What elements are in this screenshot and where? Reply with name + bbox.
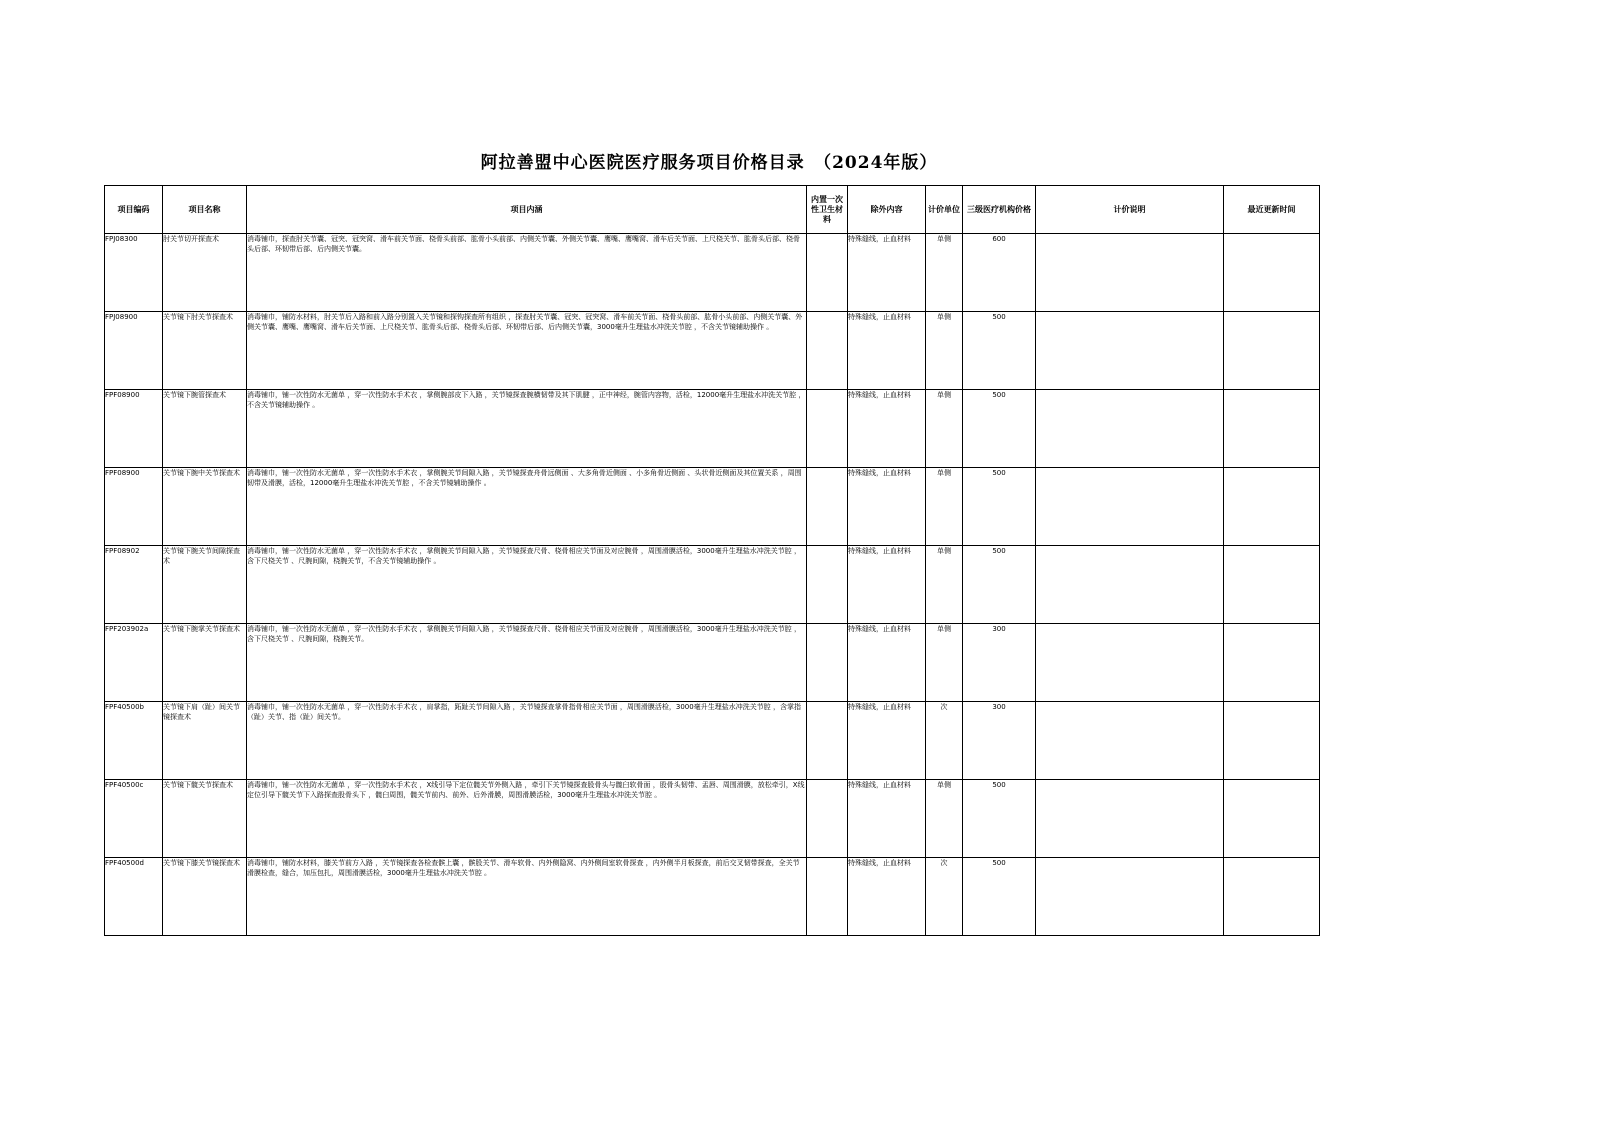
cell-updated — [1224, 546, 1320, 624]
header-name: 项目名称 — [163, 186, 247, 234]
header-code: 项目编码 — [105, 186, 163, 234]
cell-note — [1036, 702, 1224, 780]
cell-price: 300 — [963, 702, 1036, 780]
cell-note — [1036, 468, 1224, 546]
header-content: 项目内涵 — [247, 186, 807, 234]
cell-name: 关节镜下腕管探查术 — [163, 390, 247, 468]
table-row — [105, 702, 1320, 780]
cell-code: FPF40500c — [105, 780, 163, 858]
table-row — [105, 780, 1320, 858]
cell-code: FPF08902 — [105, 546, 163, 624]
cell-code: FPF40500d — [105, 858, 163, 936]
cell-disposable — [807, 468, 848, 546]
cell-name: 关节镜下腕掌关节探查术 — [163, 624, 247, 702]
header-updated: 最近更新时间 — [1224, 186, 1320, 234]
cell-name: 关节镜下肩（趾）间关节镜探查术 — [163, 702, 247, 780]
cell-content: 消毒铺巾，铺一次性防水无菌单 ，穿一次性防水手术衣 ，肩掌指，跖趾关节间隙入路 ，关节镜探查掌骨指骨相应关节面 ，周围滑膜活检，3000毫升生理盐水冲洗关节腔 ，含掌指（趾）关节、指（趾）间关节。 — [247, 702, 807, 780]
cell-price: 500 — [963, 858, 1036, 936]
cell-code: FPF08900 — [105, 390, 163, 468]
cell-price: 500 — [963, 390, 1036, 468]
table-row — [105, 312, 1320, 390]
cell-excluded: 特殊缝线，止血材料 — [848, 624, 926, 702]
cell-unit: 次 — [926, 858, 963, 936]
cell-content: 消毒铺巾，铺一次性防水无菌单 ，穿一次性防水手术衣 ，掌侧腕关节间隙入路 ，关节镜探查尺骨、桡骨相应关节面及对应腕骨 ，周围滑膜活检，3000毫升生理盐水冲洗关节腔 ，含下尺桡关节 、尺腕间隙，桡腕关节，不含关节镜辅助操作 。 — [247, 546, 807, 624]
cell-updated — [1224, 468, 1320, 546]
cell-note — [1036, 234, 1224, 312]
cell-disposable — [807, 390, 848, 468]
cell-name: 关节镜下膝关节镜探查术 — [163, 858, 247, 936]
cell-disposable — [807, 702, 848, 780]
cell-unit: 次 — [926, 702, 963, 780]
cell-code: FPJ08900 — [105, 312, 163, 390]
cell-disposable — [807, 546, 848, 624]
cell-disposable — [807, 858, 848, 936]
cell-price: 500 — [963, 780, 1036, 858]
cell-name: 关节镜下腕关节间隙探查术 — [163, 546, 247, 624]
cell-unit: 单侧 — [926, 468, 963, 546]
document-title: 阿拉善盟中心医院医疗服务项目价格目录 （2024年版） — [480, 153, 938, 173]
cell-content: 消毒铺巾，铺防水材料，膝关节前方入路 ，关节镜探查各检查髌上囊 ，髌股关节、滑车软骨、内外侧隐窝、内外侧间室软骨探查 ，内外侧半月板探查，前后交叉韧带探查，全关节滑膜检查，缝合，加压包扎，周围滑膜活检，3000毫升生理盐水冲洗关节腔 。 — [247, 858, 807, 936]
header-note: 计价说明 — [1036, 186, 1224, 234]
cell-updated — [1224, 624, 1320, 702]
cell-updated — [1224, 234, 1320, 312]
cell-excluded: 特殊缝线，止血材料 — [848, 234, 926, 312]
cell-content: 消毒铺巾，铺防水材料，肘关节后入路和前入路分别置入关节镜和探钩探查所有组织 ，探查肘关节囊、冠突、冠突窝、滑车前关节面、桡骨头前部、肱骨小头前部、内侧关节囊、外侧关节囊、鹰嘴、鹰嘴窝、滑车后关节面、上尺桡关节、肱骨头后部、桡骨头后部、环韧带后部、后内侧关节囊，3000毫升生理盐水冲洗关节腔 ，不含关节镜辅助操作 。 — [247, 312, 807, 390]
cell-note — [1036, 390, 1224, 468]
cell-name: 关节镜下肘关节探查术 — [163, 312, 247, 390]
cell-updated — [1224, 702, 1320, 780]
cell-note — [1036, 624, 1224, 702]
table-row — [105, 858, 1320, 936]
cell-name: 肘关节切开探查术 — [163, 234, 247, 312]
table-row — [105, 468, 1320, 546]
cell-note — [1036, 546, 1224, 624]
cell-code: FPF40500b — [105, 702, 163, 780]
cell-disposable — [807, 234, 848, 312]
cell-name: 关节镜下腕中关节探查术 — [163, 468, 247, 546]
header-row — [105, 186, 1320, 234]
cell-note — [1036, 858, 1224, 936]
cell-updated — [1224, 390, 1320, 468]
cell-code: FPJ08300 — [105, 234, 163, 312]
header-unit: 计价单位 — [926, 186, 963, 234]
cell-excluded: 特殊缝线，止血材料 — [848, 858, 926, 936]
cell-content: 消毒铺巾，铺一次性防水无菌单 ，穿一次性防水手术衣 ，掌侧腕关节间隙入路 ，关节镜探查尺骨、桡骨相应关节面及对应腕骨 ，周围滑膜活检，3000毫升生理盐水冲洗关节腔 ，含下尺桡关节 、尺腕间隙，桡腕关节。 — [247, 624, 807, 702]
cell-unit: 单侧 — [926, 780, 963, 858]
cell-name: 关节镜下髋关节探查术 — [163, 780, 247, 858]
header-price: 三级医疗机构价格 — [963, 186, 1036, 234]
cell-updated — [1224, 780, 1320, 858]
cell-price: 300 — [963, 624, 1036, 702]
cell-updated — [1224, 312, 1320, 390]
cell-unit: 单侧 — [926, 546, 963, 624]
header-excluded: 除外内容 — [848, 186, 926, 234]
cell-disposable — [807, 780, 848, 858]
cell-content: 消毒铺巾，探查肘关节囊、冠突、冠突窝、滑车前关节面、桡骨头前部、肱骨小头前部、内侧关节囊、外侧关节囊、鹰嘴、鹰嘴窝、滑车后关节面、上尺桡关节、肱骨头后部、桡骨头后部、环韧带后部、后内侧关节囊。 — [247, 234, 807, 312]
cell-content: 消毒铺巾，铺一次性防水无菌单 ，穿一次性防水手术衣 ，X线引导下定位髋关节外侧入路 ，牵引下关节镜探查股骨头与髋臼软骨面 ，股骨头韧带、盂唇、周围滑膜，放松牵引，X线定位引导下髋关节下入路探查股骨头下 ，髋臼周围，髋关节前内、前外、后外滑膜，周围滑膜活检，3000毫升生理盐水冲洗关节腔 。 — [247, 780, 807, 858]
cell-code: FPF203902a — [105, 624, 163, 702]
cell-disposable — [807, 312, 848, 390]
table-row — [105, 234, 1320, 312]
cell-excluded: 特殊缝线，止血材料 — [848, 702, 926, 780]
cell-unit: 单侧 — [926, 390, 963, 468]
cell-unit: 单侧 — [926, 234, 963, 312]
table-row — [105, 624, 1320, 702]
table-row — [105, 390, 1320, 468]
header-disposable: 内置一次性卫生材料 — [807, 186, 848, 234]
cell-code: FPF08900 — [105, 468, 163, 546]
cell-excluded: 特殊缝线，止血材料 — [848, 390, 926, 468]
cell-note — [1036, 780, 1224, 858]
table-row — [105, 546, 1320, 624]
cell-updated — [1224, 858, 1320, 936]
cell-price: 500 — [963, 312, 1036, 390]
cell-note — [1036, 312, 1224, 390]
cell-price: 500 — [963, 468, 1036, 546]
cell-content: 消毒铺巾，铺一次性防水无菌单 ，穿一次性防水手术衣 ，掌侧腕部皮下入路 ，关节镜探查腕横韧带及其下肌腱 ，正中神经，腕管内容物，活检，12000毫升生理盐水冲洗关节腔 ，不含关节镜辅助操作 。 — [247, 390, 807, 468]
cell-excluded: 特殊缝线，止血材料 — [848, 468, 926, 546]
cell-price: 600 — [963, 234, 1036, 312]
cell-disposable — [807, 624, 848, 702]
cell-price: 500 — [963, 546, 1036, 624]
price-table — [104, 185, 1320, 936]
cell-unit: 单侧 — [926, 312, 963, 390]
cell-excluded: 特殊缝线，止血材料 — [848, 780, 926, 858]
cell-unit: 单侧 — [926, 624, 963, 702]
cell-excluded: 特殊缝线，止血材料 — [848, 546, 926, 624]
cell-content: 消毒铺巾，铺一次性防水无菌单 ，穿一次性防水手术衣 ，掌侧腕关节间隙入路 ，关节镜探查舟骨远侧面 、大多角骨近侧面 、小多角骨近侧面 、头状骨近侧面及其位置关系 ，周围韧带及滑膜，活检，12000毫升生理盐水冲洗关节腔 ，不含关节镜辅助操作 。 — [247, 468, 807, 546]
cell-excluded: 特殊缝线，止血材料 — [848, 312, 926, 390]
